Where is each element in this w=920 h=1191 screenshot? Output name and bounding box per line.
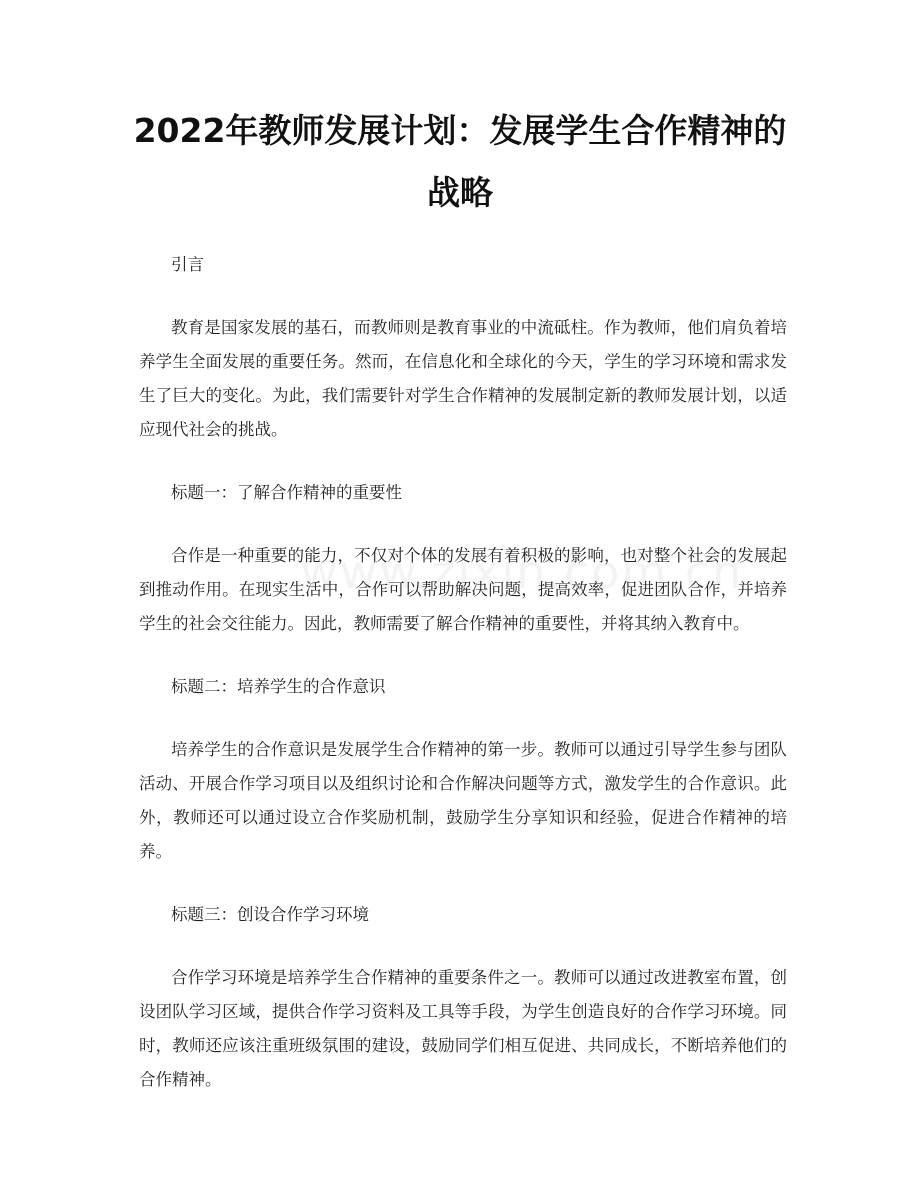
section-heading-intro: 引言 bbox=[171, 255, 204, 274]
section-heading-1: 标题一：了解合作精神的重要性 bbox=[171, 483, 402, 502]
document-title: 2022年教师发展计划：发展学生合作精神的战略 bbox=[133, 111, 787, 212]
section-paragraph-intro: 教育是国家发展的基石，而教师则是教育事业的中流砥柱。作为教师，他们肩负着培养学生全面发展的重要任务。然而，在信息化和全球化的今天，学生的学习环境和需求发生了巨大的变化。为此，我们需要针对学生合作精神的发展制定新的教师发展计划，以适应现代社会的挑战。 bbox=[139, 318, 787, 439]
document-body bbox=[139, 248, 787, 1126]
section-paragraph-2: 培养学生的合作意识是发展学生合作精神的第一步。教师可以通过引导学生参与团队活动、开展合作学习项目以及组织讨论和合作解决问题等方式，激发学生的合作意识。此外，教师还可以通过设立合作奖励机制，鼓励学生分享知识和经验，促进合作精神的培养。 bbox=[139, 740, 787, 861]
section-paragraph-1: 合作是一种重要的能力，不仅对个体的发展有着积极的影响，也对整个社会的发展起到推动作用。在现实生活中，合作可以帮助解决问题，提高效率，促进团队合作，并培养学生的社会交往能力。因此，教师需要了解合作精神的重要性，并将其纳入教育中。 bbox=[139, 546, 787, 633]
section-heading-3: 标题三：创设合作学习环境 bbox=[171, 905, 369, 924]
section-heading-2: 标题二：培养学生的合作意识 bbox=[171, 677, 386, 696]
section-paragraph-3: 合作学习环境是培养学生合作精神的重要条件之一。教师可以通过改进教室布置，创设团队学习区域，提供合作学习资料及工具等手段，为学生创造良好的合作学习环境。同时，教师还应该注重班级氛围的建设，鼓励同学们相互促进、共同成长，不断培养他们的合作精神。 bbox=[139, 968, 787, 1089]
